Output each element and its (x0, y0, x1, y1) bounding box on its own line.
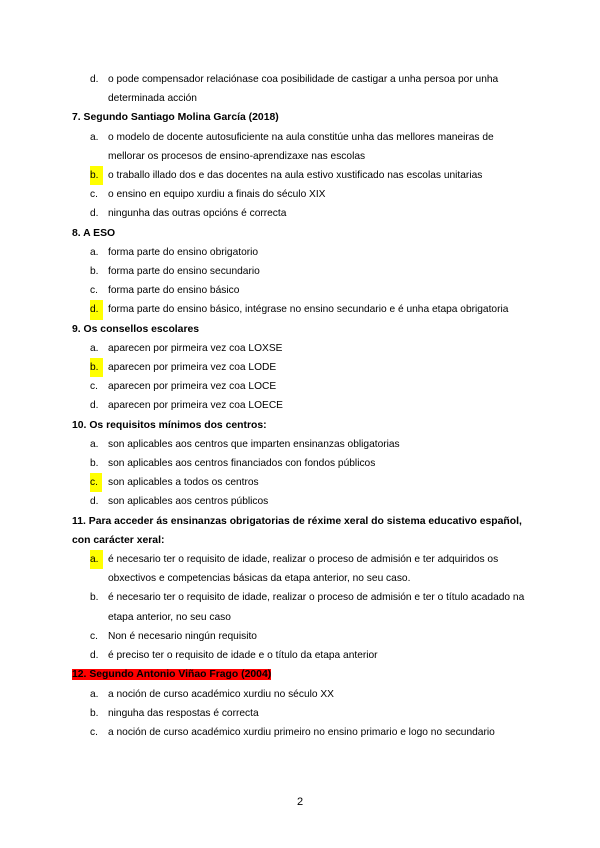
option-text: o pode compensador relaciónase coa posibilidade de castigar a unha persoa por unha determinada acción (108, 74, 499, 105)
option-text: ningunha das outras opcións é correcta (108, 208, 287, 220)
option-letter: d. (90, 74, 99, 85)
option-7d (72, 204, 532, 223)
option-letter: a. (90, 342, 99, 354)
option-10c (72, 473, 532, 492)
option-letter-highlighted: b. (90, 358, 103, 377)
option-8c (72, 281, 532, 300)
option-6d (72, 70, 532, 108)
question-10-title: 10. Os requisitos mínimos dos centros: (72, 419, 267, 431)
question-8-title: 8. A ESO (72, 227, 116, 239)
document-body (72, 70, 532, 742)
option-letter: c. (90, 381, 98, 393)
option-11d (72, 646, 532, 665)
option-9a (72, 339, 532, 358)
option-text: é necesario ter o requisito de idade, realizar o proceso de admisión e ter o título acadado na etapa anterior, no seu caso (108, 592, 525, 623)
option-text: aparecen por primeira vez coa LOECE (108, 400, 283, 412)
option-text: o ensino en equipo xurdiu a finais do século XIX (108, 189, 326, 201)
option-12b (72, 704, 532, 723)
option-letter: b. (90, 592, 99, 604)
option-letter: a. (90, 131, 99, 143)
option-8d (72, 300, 532, 319)
option-text: son aplicables aos centros públicos (108, 496, 269, 508)
option-text: forma parte do ensino básico, intégrase no ensino secundario e é unha etapa obrigatoria (108, 304, 509, 316)
option-text: é necesario ter o requisito de idade, realizar o proceso de admisión e ter adquiridos os obxectivos e competencias básicas da etapa anterior, no seu caso. (108, 554, 499, 585)
option-text: a noción de curso académico xurdiu primeiro no ensino primario e logo no secundario (108, 726, 495, 738)
question-12-title-highlighted: 12. Segundo Antonio Viñao Frago (2004) (72, 669, 272, 681)
question-11-title: 11. Para acceder ás ensinanzas obrigatorias de réxime xeral do sistema educativo español, con carácter xeral: (72, 515, 522, 546)
option-7b (72, 166, 532, 185)
option-letter: d. (90, 650, 99, 662)
option-10d (72, 492, 532, 511)
option-12c (72, 723, 532, 742)
option-text: o traballo illado dos e das docentes na aula estivo xustificado nas escolas unitarias (108, 170, 483, 182)
option-letter: c. (90, 189, 98, 201)
option-10b (72, 454, 532, 473)
option-text: é preciso ter o requisito de idade e o título da etapa anterior (108, 650, 378, 662)
option-12a (72, 685, 532, 704)
option-letter-highlighted: d. (90, 300, 103, 319)
question-12-row (72, 665, 532, 684)
option-9b (72, 358, 532, 377)
option-9c (72, 377, 532, 396)
option-letter-highlighted: b. (90, 166, 103, 185)
page-number: 2 (296, 796, 304, 808)
option-text: son aplicables aos centros financiados con fondos públicos (108, 458, 376, 470)
option-text: forma parte do ensino básico (108, 285, 240, 297)
option-9d (72, 396, 532, 415)
option-text: forma parte do ensino secundario (108, 266, 260, 278)
option-text: Non é necesario ningún requisito (108, 630, 257, 642)
option-text: a noción de curso académico xurdiu no século XX (108, 688, 334, 700)
option-text: aparecen por pirmeira vez coa LOXSE (108, 342, 283, 354)
option-letter: c. (90, 285, 98, 297)
option-letter: c. (90, 630, 98, 642)
option-letter: b. (90, 266, 99, 278)
option-11b (72, 588, 532, 626)
option-letter: a. (90, 688, 99, 700)
option-10a (72, 435, 532, 454)
option-8b (72, 262, 532, 281)
option-7c (72, 185, 532, 204)
option-letter: b. (90, 707, 99, 719)
option-letter: d. (90, 208, 99, 220)
option-text: aparecen por primeira vez coa LODE (108, 362, 277, 374)
option-letter: d. (90, 400, 99, 412)
option-letter: c. (90, 726, 98, 738)
option-letter: a. (90, 438, 99, 450)
question-9-title: 9. Os consellos escolares (72, 323, 200, 335)
option-letter: b. (90, 458, 99, 470)
option-text: son aplicables a todos os centros (108, 477, 259, 489)
option-text: son aplicables aos centros que imparten ensinanzas obligatorias (108, 438, 400, 450)
option-letter-highlighted: a. (90, 550, 103, 569)
option-8a (72, 243, 532, 262)
option-letter: d. (90, 496, 99, 508)
option-text: o modelo de docente autosuficiente na aula constitúe unha das mellores maneiras de mellorar os procesos de ensino-aprendizaxe nas escolas (108, 131, 494, 162)
option-11a (72, 550, 532, 588)
option-text: ninguha das respostas é correcta (108, 707, 259, 719)
option-letter-highlighted: c. (90, 473, 102, 492)
option-letter: a. (90, 246, 99, 258)
option-7a (72, 128, 532, 166)
question-7-title: 7. Segundo Santiago Molina García (2018) (72, 112, 279, 124)
option-text: aparecen por primeira vez coa LOCE (108, 381, 277, 393)
option-text: forma parte do ensino obrigatorio (108, 246, 259, 258)
option-11c (72, 627, 532, 646)
